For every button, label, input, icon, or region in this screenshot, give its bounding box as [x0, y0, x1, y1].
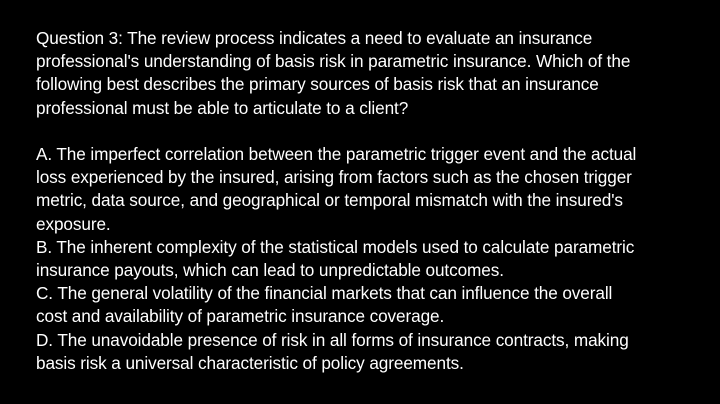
question-line: following best describes the primary sources of basis risk that an insurance — [36, 74, 599, 95]
option-line: basis risk a universal characteristic of policy agreements. — [36, 352, 464, 373]
option-line: exposure. — [36, 213, 111, 234]
option-d — [36, 329, 706, 375]
option-c — [36, 282, 706, 328]
question-text — [36, 27, 706, 120]
option-line: insurance payouts, which can lead to unpredictable outcomes. — [36, 260, 504, 281]
question-line: professional's understanding of basis risk in parametric insurance. Which of the — [36, 51, 631, 72]
option-line: C. The general volatility of the financial markets that can influence the overall — [36, 283, 613, 304]
question-line: Question 3: The review process indicates a need to evaluate an insurance — [36, 28, 593, 48]
option-line: B. The inherent complexity of the statistical models used to calculate parametric — [36, 236, 635, 257]
option-b — [36, 236, 706, 282]
option-line: A. The imperfect correlation between the parametric trigger event and the actual — [36, 144, 637, 164]
option-line: metric, data source, and geographical or temporal mismatch with the insured's — [36, 190, 623, 211]
option-a — [36, 143, 706, 236]
question-line: professional must be able to articulate to a client? — [36, 97, 409, 118]
question-slide — [36, 27, 706, 375]
spacer — [36, 120, 706, 143]
option-line: D. The unavoidable presence of risk in all forms of insurance contracts, making — [36, 329, 629, 350]
option-line: cost and availability of parametric insurance coverage. — [36, 306, 445, 327]
option-line: loss experienced by the insured, arising from factors such as the chosen trigger — [36, 167, 632, 188]
